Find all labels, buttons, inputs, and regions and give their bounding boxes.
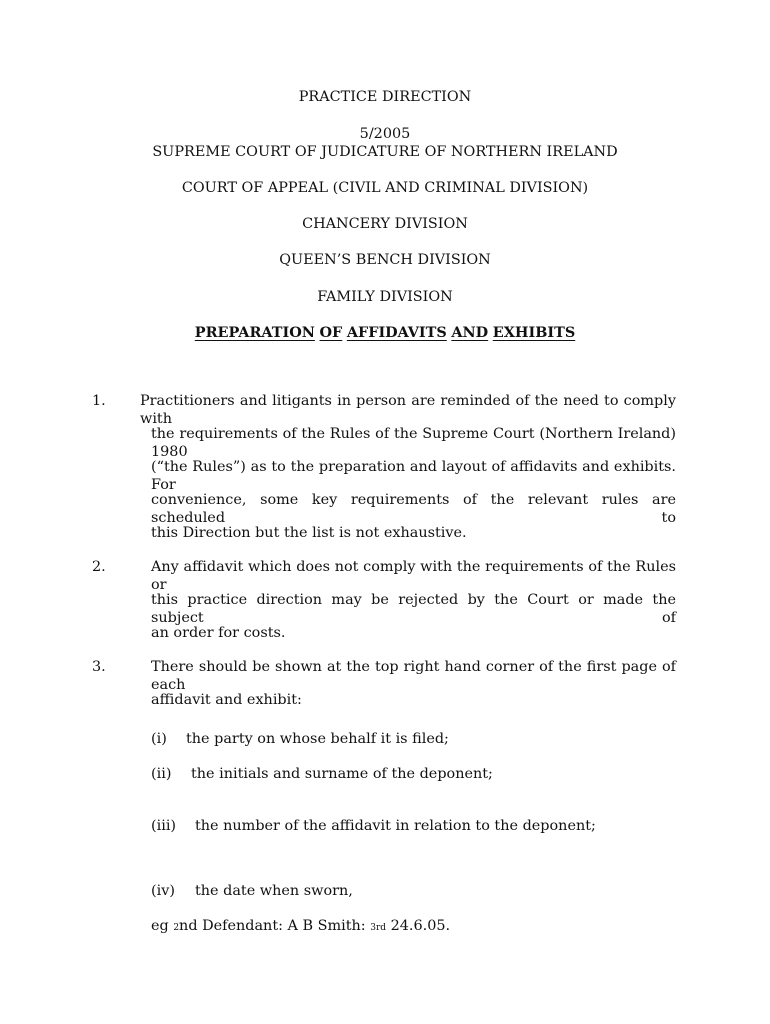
example-subscript: 2: [173, 923, 180, 933]
division-court-of-appeal: COURT OF APPEAL (CIVIL AND CRIMINAL DIVISION): [181, 180, 589, 196]
paragraph-line: this Direction but the list is not exhaustive.: [151, 525, 467, 541]
paragraph-line: the requirements of the Rules of the Supreme Court (Northern Ireland) 1980: [151, 426, 676, 460]
division-queens-bench: QUEEN’S BENCH DIVISION: [279, 252, 491, 268]
division-chancery: CHANCERY DIVISION: [302, 216, 468, 232]
example-suffix: 24.6.05.: [386, 918, 451, 934]
paragraph-number: 3.: [92, 659, 106, 675]
list-item-text: the number of the affidavit in relation to the deponent;: [195, 818, 596, 834]
direction-number: 5/2005: [359, 126, 411, 142]
example-line: [151, 917, 450, 937]
paragraph-line: an order for costs.: [151, 625, 286, 641]
document-title: [0, 324, 770, 342]
example-subscript: 3rd: [370, 923, 387, 933]
paragraph-line: affidavit and exhibit:: [151, 692, 302, 708]
title-word: EXHIBITS: [492, 324, 576, 341]
list-item-text: the date when sworn,: [195, 883, 353, 899]
list-item-label: (i): [151, 731, 167, 747]
list-item-label: (iii): [151, 818, 177, 834]
paragraph-line: Any affidavit which does not comply with the requirements of the Rules or: [151, 559, 676, 593]
paragraph-line: Practitioners and litigants in person are reminded of the need to comply with: [140, 393, 676, 427]
practice-direction-heading: PRACTICE DIRECTION: [298, 89, 472, 105]
list-item-text: the initials and surname of the deponent;: [191, 766, 493, 782]
example-prefix: eg: [151, 918, 174, 934]
example-mid: nd Defendant: A B Smith:: [179, 918, 371, 934]
list-item-label: (ii): [151, 766, 172, 782]
paragraph-number: 2.: [92, 559, 106, 575]
title-word: AND: [451, 324, 489, 341]
court-name: SUPREME COURT OF JUDICATURE OF NORTHERN IRELAND: [152, 144, 618, 160]
list-item-label: (iv): [151, 883, 175, 899]
title-word: AFFIDAVITS: [346, 324, 447, 341]
division-family: FAMILY DIVISION: [317, 289, 453, 305]
paragraph-line: convenience, some key requirements of the relevant rules are scheduled to: [151, 492, 676, 526]
paragraph-line: There should be shown at the top right hand corner of the first page of each: [151, 659, 676, 693]
paragraph-line: (“the Rules”) as to the preparation and layout of affidavits and exhibits. For: [151, 459, 676, 493]
paragraph-line: this practice direction may be rejected by the Court or made the subject of: [151, 592, 676, 626]
list-item-text: the party on whose behalf it is filed;: [186, 731, 449, 747]
title-word: OF: [319, 324, 343, 341]
paragraph-number: 1.: [92, 393, 106, 409]
title-word: PREPARATION: [194, 324, 315, 341]
